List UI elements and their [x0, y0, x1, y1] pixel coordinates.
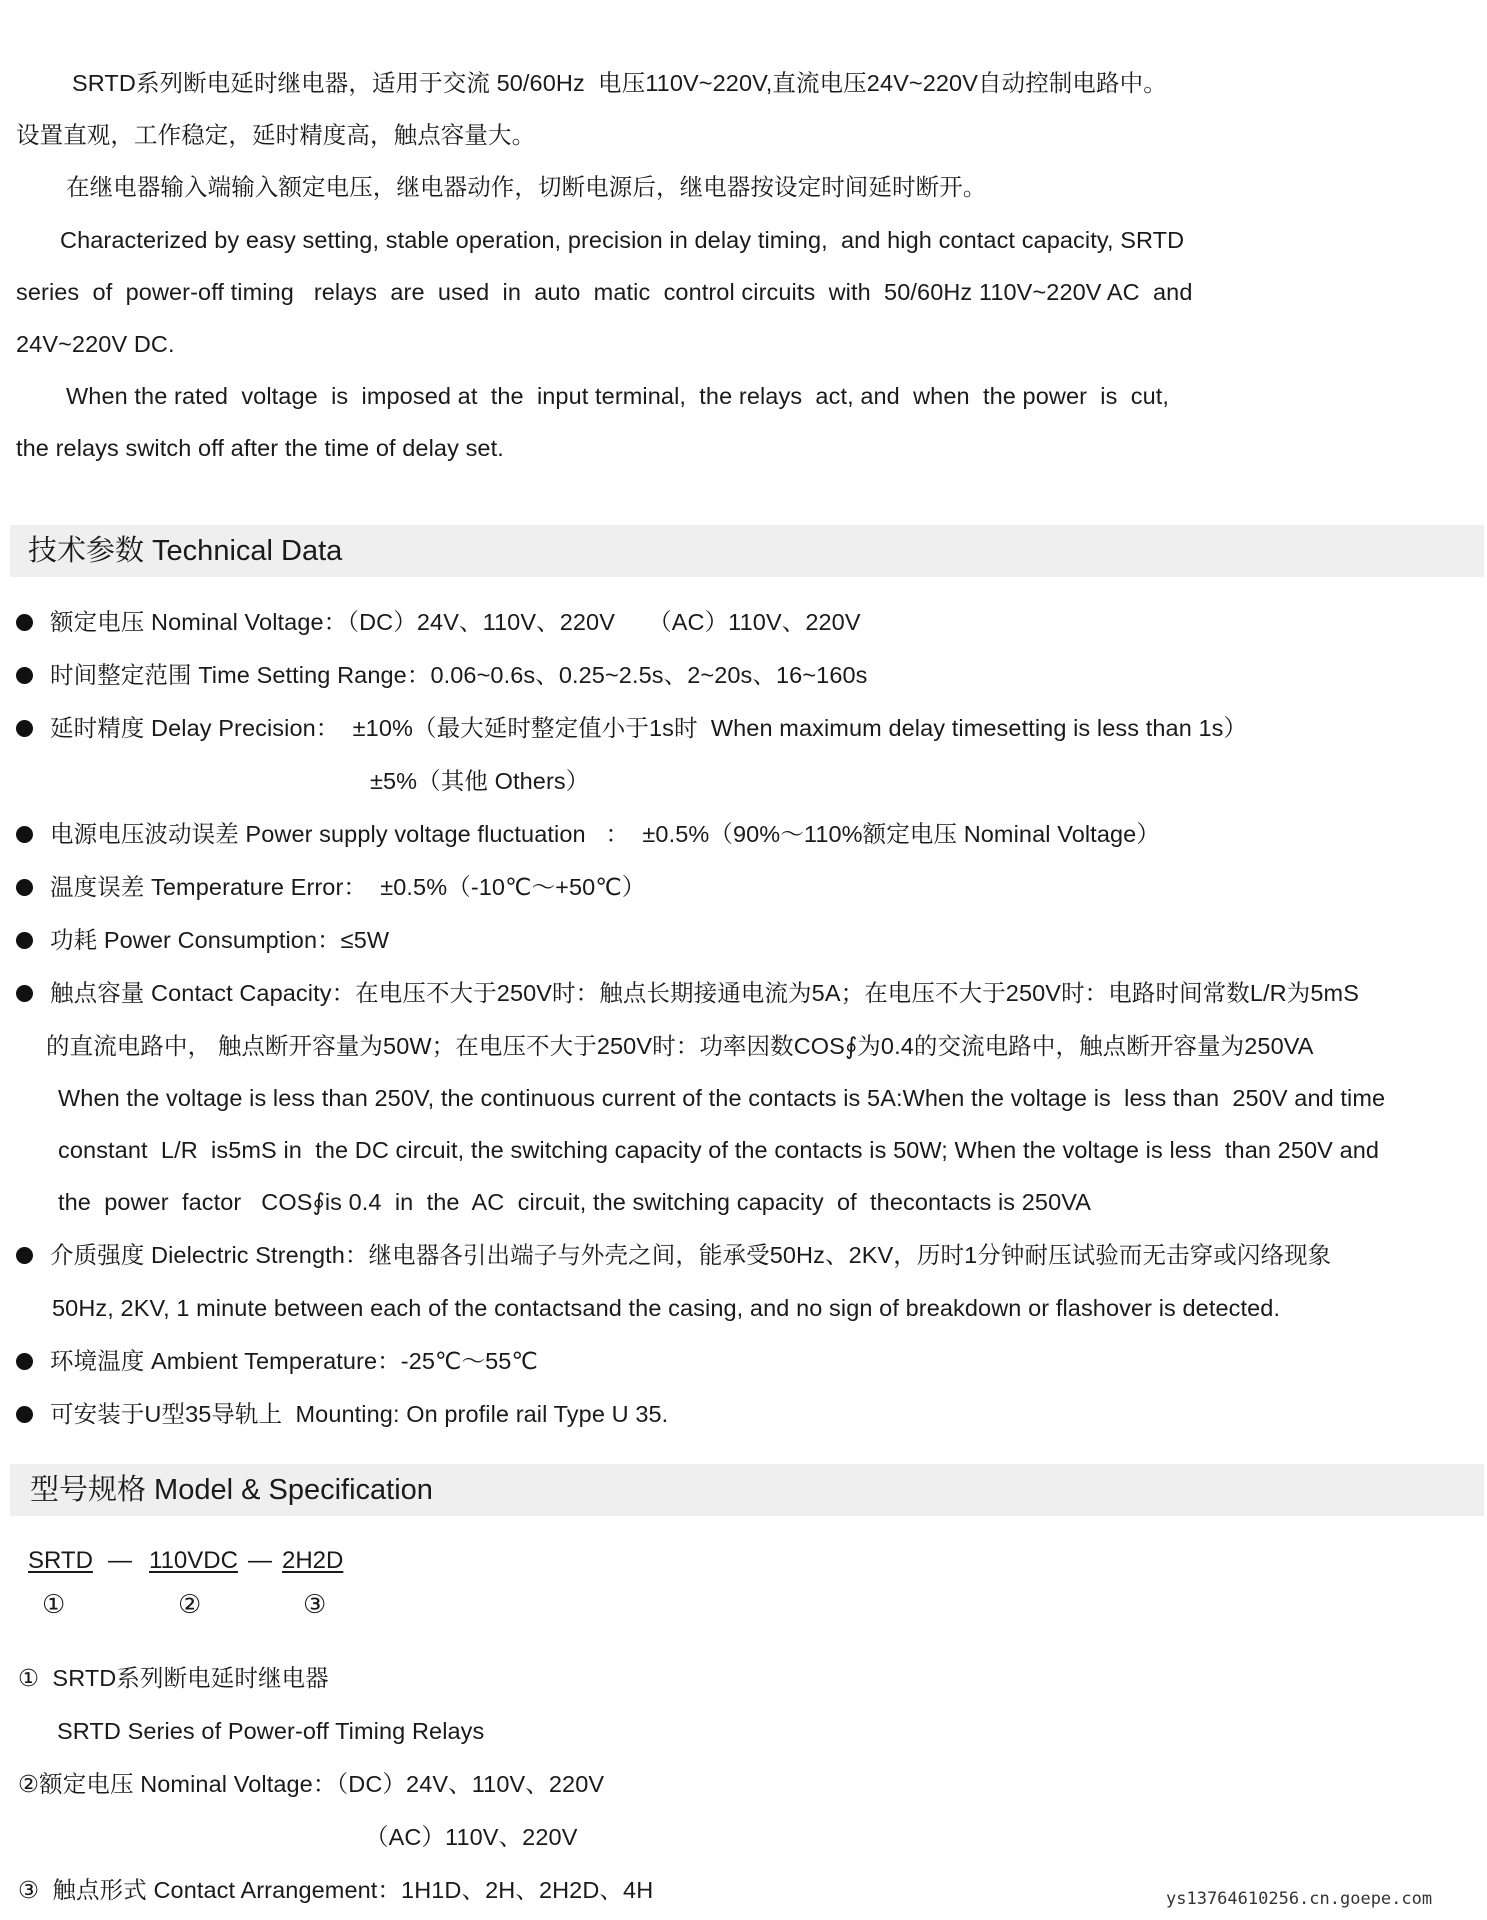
- marker-1: ①: [42, 1590, 66, 1620]
- marker-3: ③: [303, 1590, 327, 1620]
- model-desc-2-ac: （AC）110V、220V: [365, 1824, 578, 1850]
- bullet-icon: [16, 720, 33, 737]
- bullet-icon: [16, 1406, 33, 1423]
- bullet-icon: [16, 667, 33, 684]
- model-desc-1: ① SRTD系列断电延时继电器: [18, 1665, 329, 1691]
- model-spec-header: [10, 1464, 1484, 1516]
- bullet-icon: [16, 614, 33, 631]
- item-text-english: 50Hz, 2KV, 1 minute between each of the contactsand the casing, and no sign of breakdown or flashover is detected.: [52, 1295, 1281, 1321]
- model-part-contacts: 2H2D: [282, 1547, 344, 1574]
- item-text-english: When the voltage is less than 250V, the continuous current of the contacts is 5A:When the voltage is less than 250V and time: [58, 1085, 1386, 1111]
- intro-line-1: SRTD系列断电延时继电器，适用于交流 50/60Hz 电压110V~220V,直流电压24V~220V自动控制电路中。: [72, 70, 1167, 96]
- item-text-english: constant L/R is5mS in the DC circuit, the switching capacity of the contacts is 50W; When the voltage is less than 250V and: [58, 1137, 1380, 1163]
- item-text: 介质强度 Dielectric Strength：继电器各引出端子与外壳之间，能承受50Hz、2KV，历时1分钟耐压试验而无击穿或闪络现象: [50, 1242, 1332, 1268]
- item-text: 电源电压波动误差 Power supply voltage fluctuation ： ±0.5%（90%～110%额定电压 Nominal Voltage）: [50, 821, 1160, 847]
- watermark-url: ys13764610256.cn.goepe.com: [1166, 1889, 1433, 1909]
- item-text: 时间整定范围 Time Setting Range：0.06~0.6s、0.25~2.5s、2~20s、16~160s: [50, 662, 868, 688]
- item-text: 可安装于U型35导轨上 Mounting: On profile rail Type U 35.: [50, 1401, 669, 1427]
- model-desc-3: ③ 触点形式 Contact Arrangement：1H1D、2H、2H2D、4H: [18, 1877, 654, 1903]
- technical-data-header: [10, 525, 1484, 577]
- item-text: 触点容量 Contact Capacity：在电压不大于250V时：触点长期接通电流为5A；在电压不大于250V时：电路时间常数L/R为5mS: [50, 980, 1359, 1006]
- bullet-icon: [16, 826, 33, 843]
- item-text: 额定电压 Nominal Voltage：（DC）24V、110V、220V （AC）110V、220V: [50, 609, 861, 635]
- model-dash: —: [248, 1547, 272, 1574]
- item-text: 温度误差 Temperature Error： ±0.5%（-10℃～+50℃）: [50, 874, 646, 900]
- intro-line-4: Characterized by easy setting, stable operation, precision in delay timing, and high contact capacity, SRTD: [60, 227, 1185, 253]
- intro-line-8: the relays switch off after the time of delay set.: [16, 435, 504, 461]
- item-text: 延时精度 Delay Precision： ±10%（最大延时整定值小于1s时 When maximum delay timesetting is less than 1s）: [50, 715, 1248, 741]
- intro-line-5: series of power-off timing relays are used in auto matic control circuits with 50/60Hz 110V~220V AC and: [16, 279, 1193, 305]
- model-desc-1-english: SRTD Series of Power-off Timing Relays: [57, 1718, 485, 1744]
- bullet-icon: [16, 1247, 33, 1264]
- item-text-continued: ±5%（其他 Others）: [370, 768, 590, 794]
- bullet-icon: [16, 1353, 33, 1370]
- item-text-english: the power factor COS∮is 0.4 in the AC circuit, the switching capacity of thecontacts is 250VA: [58, 1189, 1092, 1215]
- model-spec-title: 型号规格 Model & Specification: [30, 1474, 433, 1506]
- intro-line-6: 24V~220V DC.: [16, 331, 175, 357]
- intro-line-7: When the rated voltage is imposed at the input terminal, the relays act, and when the power is cut,: [66, 383, 1170, 409]
- marker-2: ②: [178, 1590, 202, 1620]
- bullet-icon: [16, 879, 33, 896]
- model-part-series: SRTD: [28, 1547, 93, 1574]
- model-desc-2: ②额定电压 Nominal Voltage：（DC）24V、110V、220V: [18, 1771, 605, 1797]
- bullet-icon: [16, 932, 33, 949]
- technical-data-title: 技术参数 Technical Data: [28, 535, 343, 567]
- intro-line-2: 设置直观，工作稳定，延时精度高，触点容量大。: [16, 122, 536, 148]
- item-text: 功耗 Power Consumption：≤5W: [50, 927, 390, 953]
- item-text: 环境温度 Ambient Temperature：-25℃～55℃: [50, 1348, 538, 1374]
- item-text-continued: 的直流电路中， 触点断开容量为50W；在电压不大于250V时：功率因数COS∮为0.4的交流电路中，触点断开容量为250VA: [46, 1033, 1314, 1059]
- model-dash: —: [108, 1547, 132, 1574]
- bullet-icon: [16, 985, 33, 1002]
- model-part-voltage: 110VDC: [149, 1547, 238, 1574]
- intro-line-3: 在继电器输入端输入额定电压，继电器动作，切断电源后，继电器按设定时间延时断开。: [66, 174, 987, 200]
